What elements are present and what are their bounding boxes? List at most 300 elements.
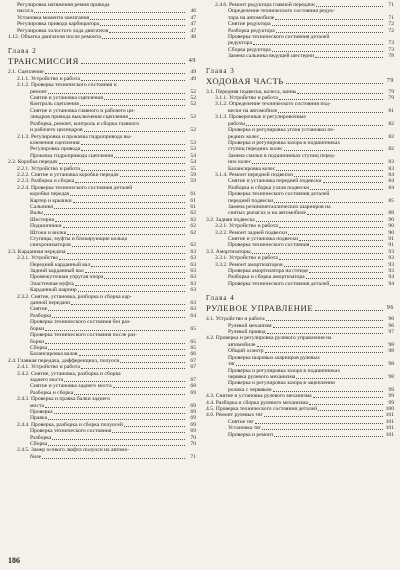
toc-entry-page: 62 — [190, 242, 196, 249]
dot-leader — [75, 285, 185, 286]
dot-leader — [52, 439, 185, 440]
dot-leader — [288, 234, 383, 235]
dot-leader — [79, 355, 185, 356]
dot-leader — [296, 378, 383, 379]
toc-entry-page: 47 — [190, 27, 196, 34]
toc-entry-text: ключения сцепления — [30, 139, 80, 146]
chapter-4-title — [206, 303, 394, 313]
dot-leader — [279, 259, 383, 260]
toc-entry-page: 94 — [388, 274, 394, 281]
dot-leader — [264, 416, 383, 417]
toc-entry-page: 63 — [190, 306, 196, 313]
toc-entry-text: Промежуточная упругая опора — [30, 274, 104, 281]
toc-entry-page: 54 — [190, 159, 196, 166]
toc-entry-page: 62 — [190, 223, 196, 230]
toc-entry-text: линдров привода выключения сцепления — [30, 114, 128, 121]
dot-leader — [330, 285, 383, 286]
dot-leader — [59, 163, 185, 164]
toc-entry-text: автомобиле — [228, 341, 256, 348]
toc-entry-page: 96 — [388, 322, 394, 329]
dot-leader — [73, 202, 185, 203]
toc-right-column — [206, 2, 394, 438]
dot-leader — [45, 407, 185, 408]
toc-entry-text: Установка момента зажигания — [17, 14, 90, 21]
toc-entry-page: 52 — [190, 95, 196, 102]
toc-entry-text: 4.4. Разборка и сборка рулевого механизма — [206, 399, 308, 406]
toc-entry-text: Проверка и регулировка зазора в подшипниках — [228, 367, 341, 374]
toc-entry-page: 69 — [190, 415, 196, 422]
dot-leader — [257, 346, 384, 347]
toc-entry-text: 3.3.1. Устройство и работа — [215, 255, 278, 262]
toc-entry-text: Рулевой механизм — [228, 322, 272, 329]
dot-leader — [129, 118, 185, 119]
toc-entry-text: Сборка — [30, 441, 48, 447]
toc-entry — [206, 281, 394, 287]
dot-leader — [279, 227, 383, 228]
dot-leader — [253, 44, 383, 45]
dot-leader — [81, 170, 185, 171]
toc-entry-page: 101 — [385, 418, 394, 425]
toc-entry-page: 54 — [190, 152, 196, 159]
dot-leader — [266, 320, 383, 321]
toc-entry-page: 97 — [388, 329, 394, 336]
toc-entry-text: 2.4.3. Проверка и правка балки заднего — [17, 396, 111, 403]
toc-entry-page: 98 — [388, 348, 394, 355]
toc-entry-page: 49 — [190, 75, 196, 82]
dot-leader — [102, 38, 185, 39]
toc-entry-page: 85 — [388, 197, 394, 204]
toc-entry-page: 94 — [388, 280, 394, 287]
toc-entry — [8, 454, 196, 460]
chapter-4-title-text: РУЛЕВОЕ УПРАВЛЕНИЕ — [206, 303, 314, 314]
dot-leader — [246, 125, 383, 126]
toc-entry-text: Снятие и установка заднего моста — [30, 383, 112, 390]
toc-entry-text: 2.3.1. Устройство — [17, 255, 59, 262]
toc-entry-text: ступиц передних колес — [228, 146, 283, 153]
dot-leader — [273, 391, 383, 392]
toc-entry-page: 99 — [388, 393, 394, 400]
dot-leader — [84, 131, 185, 132]
toc-entry-page: 90 — [388, 223, 394, 230]
toc-entry-text: 3.2.1. Устройство и работа — [215, 223, 278, 230]
dot-leader — [323, 182, 383, 183]
toc-entry-page: 101 — [385, 431, 394, 438]
toc-entry-page: 99 — [388, 386, 394, 393]
dot-leader — [279, 99, 383, 100]
dot-leader — [318, 410, 383, 411]
dot-leader — [42, 458, 185, 459]
dot-leader — [306, 278, 383, 279]
chapter-4-page: 96 — [386, 305, 394, 312]
toc-entry-text: 3.1. Передняя подвеска, колеса, шины — [206, 88, 297, 95]
toc-entry-text: редуктора — [228, 40, 252, 47]
toc-entry-page: 55 — [190, 165, 196, 172]
dot-leader — [309, 272, 383, 273]
toc-entry-text: Снятие — [30, 306, 48, 313]
toc-entry-text: Снятие и установка передней подвески — [228, 178, 322, 185]
toc-entry-text: Разборка — [30, 312, 52, 319]
toc-entry-text: 3.2.2. Ремонт задней подвески — [215, 229, 287, 236]
toc-entry-text: Балансировка колес — [228, 165, 276, 172]
toc-entry-page: 72 — [388, 21, 394, 28]
dot-leader — [274, 202, 383, 203]
toc-entry-text: Штоки и вилки — [30, 229, 67, 236]
dot-leader — [54, 413, 185, 414]
toc-entry-page: 63 — [190, 280, 196, 287]
toc-entry-text: Снятие и установка подвески — [228, 236, 299, 242]
dot-leader — [81, 63, 185, 64]
toc-entry-page: 49 — [190, 69, 196, 76]
toc-entry-page: 63 — [190, 300, 196, 307]
toc-entry-text: Проверка технического состояния без раз- — [30, 319, 131, 326]
toc-entry-text: Проверка технического состояния деталей — [228, 280, 330, 287]
toc-entry-page: 65 — [190, 325, 196, 332]
toc-entry-text: данной передачи — [30, 300, 71, 307]
toc-entry-page: 84 — [388, 184, 394, 191]
toc-entry-text: Установка тяг — [228, 425, 261, 432]
toc-entry-page: 47 — [190, 21, 196, 28]
chapter-3-title-text: ХОДОВАЯ ЧАСТЬ — [206, 75, 284, 86]
toc-entry-text: насоса — [17, 8, 33, 15]
dot-leader — [54, 208, 185, 209]
toc-entry-text: 2.4.1. Устройство и работа — [17, 364, 80, 371]
chapter-2-label: Глава 2 — [8, 47, 37, 56]
dot-leader — [310, 246, 383, 247]
toc-entry-page: 64 — [190, 312, 196, 319]
dot-leader — [124, 426, 185, 427]
dot-leader — [64, 381, 185, 382]
toc-entry-text: Снятие и установка сцепления — [30, 95, 104, 102]
dot-leader — [252, 253, 383, 254]
dot-leader — [34, 12, 185, 13]
dot-leader — [45, 330, 185, 331]
dot-leader — [48, 349, 185, 350]
toc-entry-text: Проверка шаровых шарниров рулевых — [228, 354, 320, 361]
dot-leader — [267, 333, 383, 334]
toc-entry-page: 98 — [388, 341, 394, 348]
dot-leader — [113, 387, 185, 388]
toc-entry-page: 82 — [388, 120, 394, 127]
dot-leader — [48, 419, 185, 420]
toc-entry-text: моста — [30, 402, 44, 409]
dot-leader — [81, 368, 185, 369]
toc-entry-text: 2.3. Карданная передача — [8, 248, 66, 255]
dot-leader — [273, 327, 383, 328]
toc-entry-text: Проверка и регулировка зазора в зацеплении — [228, 380, 335, 387]
dot-leader — [112, 432, 185, 433]
toc-entry-text: 4.1. Устройство и работа — [206, 316, 265, 323]
toc-entry-page: 46 — [190, 8, 196, 15]
toc-entry-page: 47 — [190, 14, 196, 21]
toc-entry-text: тяг — [228, 361, 236, 368]
chapter-2-title — [8, 56, 196, 66]
dot-leader — [284, 150, 383, 151]
dot-leader — [316, 6, 383, 7]
dot-leader — [315, 310, 383, 311]
toc-entry-page: 70 — [190, 441, 196, 447]
toc-entry-text: тора на автомобиле — [228, 14, 275, 21]
toc-entry-text: Картер и крышки — [30, 197, 72, 204]
toc-entry-text: Разборка и сборка амортизатора — [228, 274, 305, 281]
dot-leader — [71, 304, 185, 305]
toc-entry-text: 2.2.2. Снятие и установка коробки передач — [17, 171, 119, 178]
toc-entry-page: 81 — [388, 107, 394, 114]
toc-entry-page: 69 — [190, 408, 196, 415]
dot-leader — [45, 73, 185, 74]
chapter-2-title-text: ТРАНСМИССИЯ — [8, 56, 79, 67]
dot-leader — [275, 19, 383, 20]
toc-entry-text: передней подвески — [228, 197, 274, 204]
dot-leader — [315, 57, 383, 58]
toc-entry-page: 52 — [190, 127, 196, 134]
toc-entry-page: 84 — [388, 178, 394, 185]
toc-entry-page: 93 — [388, 268, 394, 275]
toc-entry-text: борки — [30, 338, 45, 345]
toc-entry-text: 1.12. Обкатка двигателя после ремонта — [8, 34, 101, 41]
toc-left-column — [8, 2, 196, 460]
dot-leader — [100, 25, 185, 26]
toc-entry-page: 79 — [388, 95, 394, 102]
dot-leader — [78, 291, 185, 292]
toc-entry-page: 83 — [388, 165, 394, 172]
dot-leader — [91, 266, 185, 267]
toc-entry-text: работы — [228, 120, 246, 127]
toc-entry-page: 78 — [388, 53, 394, 60]
toc-entry-page: 93 — [388, 255, 394, 262]
toc-entry-page: 82 — [388, 146, 394, 153]
toc-entry-text: Проверка амортизатора на стенде — [228, 268, 309, 275]
toc-entry-text: 3.3. Амортизаторы — [206, 248, 251, 255]
dot-leader — [81, 150, 185, 151]
toc-entry-page: 69 — [190, 402, 196, 409]
toc-entry-text: 2.4. Главная передача, дифференциал, полуоси — [8, 357, 120, 364]
toc-entry-text: 2.4.4. Проверка, разборка и сборка полуосей — [17, 421, 123, 428]
toc-entry-page: 73 — [388, 40, 394, 47]
dot-leader — [276, 170, 383, 171]
toc-entry-text: Валы — [30, 210, 43, 217]
toc-entry-text: Определение технического состояния редук- — [228, 8, 335, 15]
toc-entry-page: 82 — [388, 133, 394, 140]
toc-entry-text: Проверка технического состояния деталей — [228, 34, 330, 41]
toc-entry — [206, 432, 394, 438]
toc-entry-text: Карданный шарнир — [30, 287, 77, 294]
dot-leader — [67, 234, 185, 235]
toc-entry-page: 71 — [190, 453, 196, 460]
toc-entry-page: 52 — [190, 114, 196, 121]
dot-leader — [63, 227, 185, 228]
toc-entry-text: 2.2.4. Проверка технического состояния деталей — [17, 184, 133, 191]
toc-entry-page: 68 — [190, 383, 196, 390]
dot-leader — [67, 253, 185, 254]
toc-entry-text: Разборка редуктора — [228, 27, 275, 34]
dot-leader — [236, 365, 383, 366]
toc-entry-page: 66 — [190, 351, 196, 358]
toc-entry-page: 52 — [190, 101, 196, 108]
toc-entry-text: коробки передач — [30, 191, 70, 198]
dot-leader — [85, 272, 185, 273]
toc-entry-page: 99 — [388, 399, 394, 406]
toc-entry-text: борки — [30, 325, 45, 332]
toc-entry-text: Задний карданный вал — [30, 268, 84, 275]
toc-entry-text: Разборка и сборка — [30, 389, 74, 396]
dot-leader — [81, 80, 185, 81]
toc-entry-page: 100 — [385, 405, 394, 412]
toc-entry-page: 61 — [190, 203, 196, 210]
toc-entry-text: Передний карданный вал — [30, 261, 91, 268]
toc-entry-page: 63 — [190, 268, 196, 275]
toc-entry-text: Шестерни — [30, 216, 55, 223]
toc-entry-page: 59 — [190, 178, 196, 185]
dot-leader — [262, 429, 383, 430]
dot-leader — [272, 51, 383, 52]
toc-entry-text: Замена смазки в подшипниках ступиц перед- — [228, 152, 336, 159]
toc-entry-text: 2.1. Сцепление — [8, 69, 44, 76]
dot-leader — [80, 105, 185, 106]
chapter-3-title — [206, 76, 394, 86]
toc-entry-page: 84 — [388, 171, 394, 178]
toc-entry-page: 93 — [388, 261, 394, 268]
dot-leader — [59, 259, 185, 260]
toc-entry-text: Проверка технического состояния — [30, 428, 112, 435]
dot-leader — [90, 19, 185, 20]
dot-leader — [55, 221, 185, 222]
toc-entry-text: Правка — [30, 415, 48, 422]
toc-entry-text: 2.3.2. Снятие, установка, разборка и сборка кар- — [17, 293, 132, 300]
dot-leader — [74, 394, 185, 395]
toc-entry-text: Общий осмотр — [228, 348, 264, 355]
toc-entry-page: 71 — [388, 14, 394, 21]
toc-entry-page: 88 — [388, 210, 394, 217]
chapter-3-page: 79 — [386, 77, 394, 84]
toc-entry-text: Разборка, ремонт, контроль и сборка главного — [30, 120, 140, 127]
toc-entry-text: 3.1.1. Устройство и работа — [215, 95, 278, 102]
toc-entry-text: 2.2. Коробка передач — [8, 159, 58, 166]
dot-leader — [294, 176, 383, 177]
toc-entry-text: Подшипники — [30, 223, 62, 230]
dot-leader — [48, 93, 185, 94]
toc-entry-text: Проверка технического состояния после раз- — [30, 332, 138, 339]
dot-leader — [284, 266, 383, 267]
toc-entry-text: заднего моста — [30, 376, 64, 383]
toc-entry-page: 61 — [190, 197, 196, 204]
toc-entry-page: 62 — [190, 210, 196, 217]
toc-entry-page: 79 — [388, 88, 394, 95]
toc-entry-text: Регулировка холостого хода двигателя — [17, 27, 109, 34]
toc-entry-page: 101 — [385, 412, 394, 419]
dot-leader — [307, 214, 383, 215]
toc-entry-page: 61 — [190, 191, 196, 198]
toc-entry-page: 62 — [190, 229, 196, 236]
toc-entry-page: 63 — [190, 274, 196, 281]
toc-entry-text: Проверка технического состояния деталей — [228, 191, 330, 198]
dot-leader — [265, 352, 383, 353]
toc-entry-text: Проверка и регулировка зазора в подшипниках — [228, 139, 341, 146]
toc-entry-text: 2.1.1. Устройство и работа — [17, 75, 80, 82]
toc-entry-text: Снятие редуктора — [228, 21, 271, 28]
toc-entry-text: Замена сальника ведущей шестерни — [228, 53, 315, 60]
dot-leader — [310, 189, 383, 190]
toc-entry-page: 63 — [190, 287, 196, 294]
toc-entry-text: 3.3.2. Ремонт амортизаторов — [215, 261, 283, 268]
toc-entry-text: вески на автомобиле — [228, 107, 278, 114]
dot-leader — [274, 436, 383, 437]
dot-leader — [104, 99, 185, 100]
toc-entry-text: 2.2.3. Разборка и сборка — [17, 178, 75, 185]
dot-leader — [109, 32, 185, 33]
toc-entry-page: 63 — [190, 248, 196, 255]
toc-entry-text: 2.4.2. Снятие, установка, разборка и сборка — [17, 370, 121, 377]
toc-entry-text: 2.2.1. Устройство и работа — [17, 165, 80, 172]
toc-entry-text: синхронизаторов — [30, 242, 71, 249]
toc-entry-text: 4.2. Проверка и регулировка рулевого управления на — [206, 335, 332, 342]
dot-leader — [120, 176, 185, 177]
toc-entry-text: Разборка и сборка узлов подвески — [228, 184, 310, 191]
toc-entry-text: Прокачка гидропривода сцепления — [30, 152, 114, 159]
toc-entry-text: Проверка и регулировка углов установки пе- — [228, 127, 335, 134]
toc-entry-page: 72 — [388, 27, 394, 34]
toc-entry-page: 91 — [388, 242, 394, 249]
toc-entry-text: Регулировка натяжения ремня привода — [17, 2, 110, 8]
toc-entry-text: 4.5. Проверка технического состояния деталей — [206, 405, 318, 412]
dot-leader — [48, 445, 185, 446]
toc-entry-text: Сальники — [30, 203, 54, 210]
toc-entry-page: 98 — [388, 373, 394, 380]
toc-entry-page: 69 — [190, 421, 196, 428]
toc-entry-page: 91 — [388, 236, 394, 242]
dot-leader — [309, 404, 383, 405]
dot-leader — [256, 221, 383, 222]
dot-leader — [48, 310, 185, 311]
toc-entry-text: 4.6. Ремонт рулевых тяг — [206, 412, 263, 419]
toc-entry-text: Регулировка привода — [30, 146, 81, 153]
toc-entry-page: 69 — [190, 428, 196, 435]
toc-entry-page: 62 — [190, 216, 196, 223]
toc-entry-text: Снятие и установка главного и рабочего ци- — [30, 107, 135, 114]
toc-entry-page: 90 — [388, 216, 394, 223]
dot-leader — [104, 278, 185, 279]
toc-entry-text: 2.4.5. Замер осевого люфта полуоси на автомо- — [17, 447, 130, 454]
toc-entry-page: 53 — [190, 139, 196, 146]
toc-entry-text: 3.2. Задняя подвеска — [206, 216, 255, 223]
toc-entry-text: Снятие тяг — [228, 418, 254, 425]
toc-entry-page: 101 — [385, 425, 394, 432]
toc-entry-page: 73 — [388, 46, 394, 53]
dot-leader — [252, 163, 383, 164]
toc-entry-text: Регулировка привода карбюратора — [17, 21, 100, 28]
toc-entry-page: 70 — [190, 434, 196, 441]
toc-entry-text: 3.1.2. Определение технического состояния под- — [215, 101, 331, 108]
toc-entry-text: Проверка и ремонт — [228, 431, 274, 438]
chapter-3-label: Глава 3 — [206, 66, 235, 75]
toc-entry-text: 2.1.2. Проверка технического состояния и — [17, 82, 117, 89]
dot-leader — [313, 397, 383, 398]
dot-leader — [278, 112, 383, 113]
toc-entry-page: 71 — [388, 2, 394, 8]
toc-entry-text: Проверка технического состояния — [228, 242, 310, 249]
toc-entry-text: ремонт — [30, 88, 48, 95]
dot-leader — [286, 83, 383, 84]
dot-leader — [260, 138, 383, 139]
dot-leader — [276, 32, 383, 33]
toc-entry-text: и рабочего цилиндров — [30, 127, 83, 134]
toc-entry-page: 90 — [388, 229, 394, 236]
dot-leader — [72, 246, 185, 247]
toc-entry — [8, 34, 196, 40]
toc-entry-page: 59 — [190, 171, 196, 178]
toc-entry-page: 83 — [388, 159, 394, 166]
toc-entry-text: Рулевой привод — [228, 329, 266, 336]
toc-entry-text: ролика с червяком — [228, 386, 272, 393]
